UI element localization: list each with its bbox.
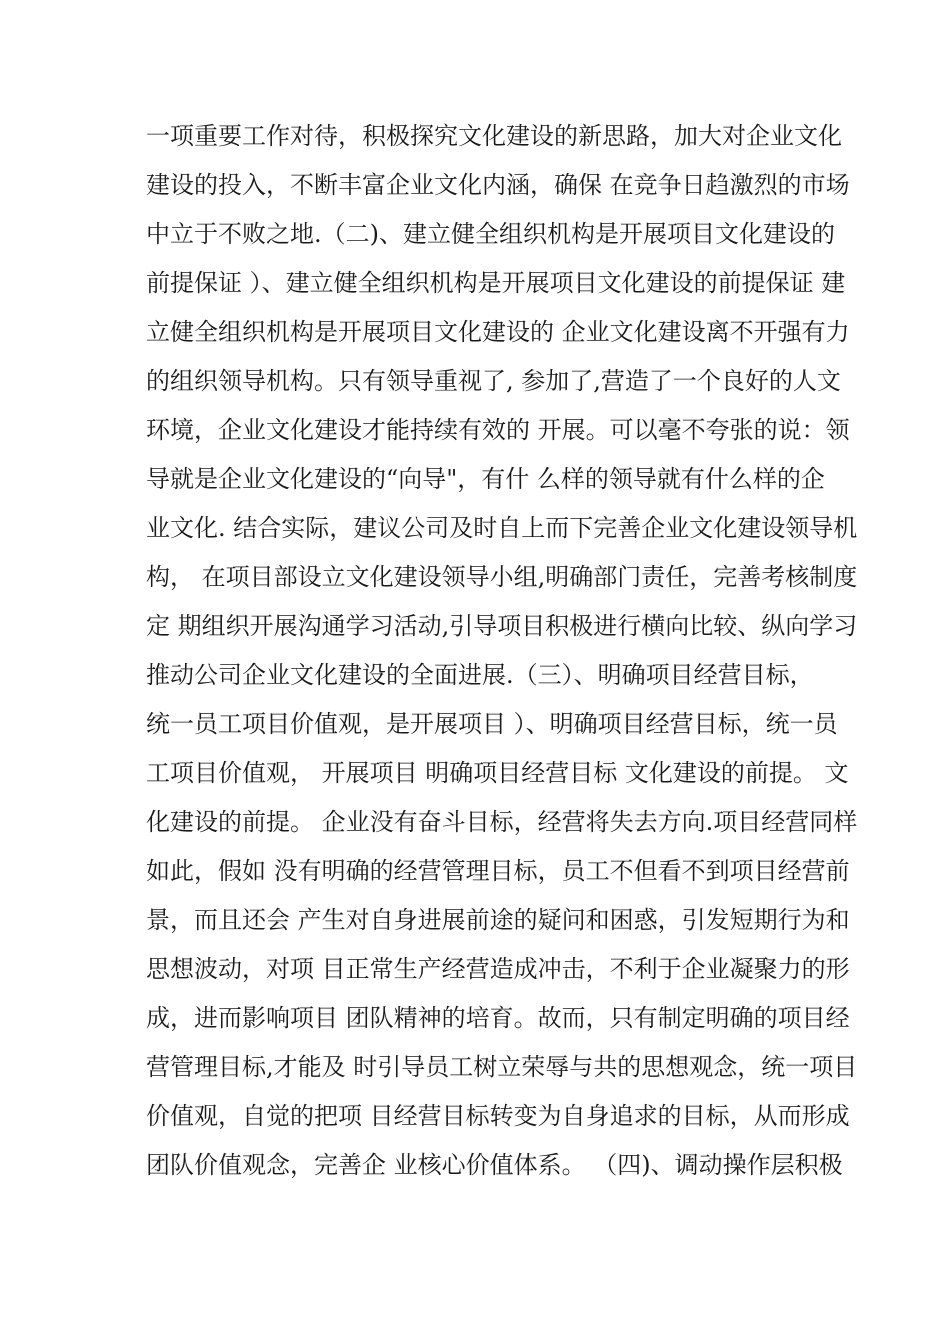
text-line: 工项目价值观， 开展项目 明确项目经营目标 文化建设的前提。 文 <box>146 759 849 787</box>
text-line: 营管理目标,才能及 时引导员工树立荣辱与共的思想观念，统一项目 <box>146 1053 858 1081</box>
text-line: 一项重要工作对待，积极探究文化建设的新思路，加大对企业文化 <box>146 122 842 150</box>
text-line: 建设的投入，不断丰富企业文化内涵，确保 在竞争日趋激烈的市场 <box>146 171 850 199</box>
text-line: 的组织领导机构。只有领导重视了, 参加了,营造了一个良好的人文 <box>146 367 841 395</box>
text-line: 推动公司企业文化建设的全面进展.（三）、明确项目经营目标， <box>146 661 814 689</box>
text-line: 环境，企业文化建设才能持续有效的 开展。可以毫不夸张的说：领 <box>146 416 850 444</box>
text-line: 构， 在项目部设立文化建设领导小组,明确部门责任，完善考核制度 <box>146 563 858 591</box>
text-line: 团队价值观念，完善企 业核心价值体系。 （四)、调动操作层积极 <box>146 1151 843 1179</box>
text-line: 如此，假如 没有明确的经营管理目标，员工不但看不到项目经营前 <box>146 857 850 885</box>
body-text <box>146 112 858 1190</box>
text-line: 业文化. 结合实际，建议公司及时自上而下完善企业文化建设领导机 <box>146 514 858 542</box>
text-line: 思想波动，对项 目正常生产经营造成冲击，不利于企业凝聚力的形 <box>146 955 850 983</box>
text-line: 景，而且还会 产生对自身进展前途的疑问和困惑，引发短期行为和 <box>146 906 850 934</box>
text-line: 成，进而影响项目 团队精神的培育。故而，只有制定明确的项目经 <box>146 1004 850 1032</box>
text-line: 前提保证 ）、建立健全组织机构是开展项目文化建设的前提保证 建 <box>146 269 846 297</box>
text-line: 中立于不败之地.（二)、建立健全组织机构是开展项目文化建设的 <box>146 220 835 248</box>
text-line: 统一员工项目价值观，是开展项目 ）、明确项目经营目标，统一员 <box>146 710 838 738</box>
text-line: 化建设的前提。 企业没有奋斗目标，经营将失去方向.项目经营同样 <box>146 808 858 836</box>
text-line: 定 期组织开展沟通学习活动,引导项目积极进行横向比较、纵向学习 <box>146 612 858 640</box>
text-line: 导就是企业文化建设的“向导"，有什 么样的领导就有什么样的企 <box>146 465 825 493</box>
text-line: 立健全组织机构是开展项目文化建设的 企业文化建设离不开强有力 <box>146 318 850 346</box>
text-line: 价值观，自觉的把项 目经营目标转变为自身追求的目标，从而形成 <box>146 1102 850 1130</box>
